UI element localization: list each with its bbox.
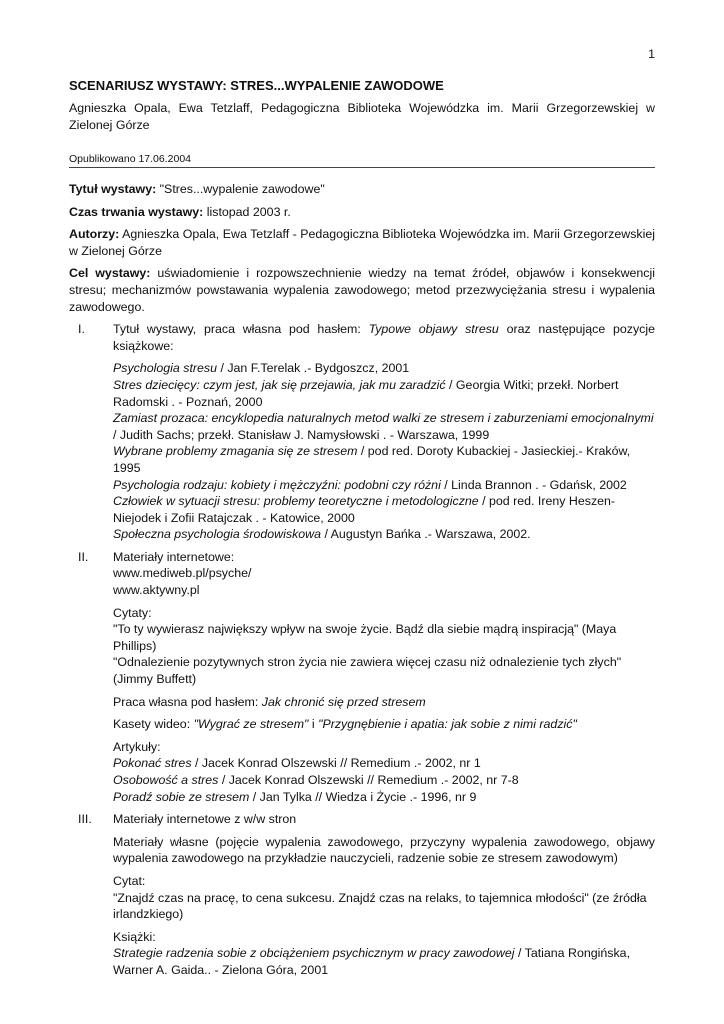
duration-label: Czas trwania wystawy: [69, 204, 204, 219]
book-item [113, 410, 655, 443]
quote-item: "Znajdź czas na pracę, to cena sukcesu. Znajdź czas na relaks, to tajemnica młodości" (ze źródła irlandzkiego) [113, 890, 647, 922]
document-page [69, 0, 655, 1024]
authors-value: Agnieszka Opala, Ewa Tetzlaff - Pedagogiczna Biblioteka Wojewódzka im. Marii Grzegorzewskiej w Zielonej Górze [69, 227, 655, 258]
goal-label: Cel wystawy: [69, 266, 151, 281]
books-label: Książki: [113, 929, 156, 944]
own-work-title: Jak chronić się przed stresem [261, 694, 426, 709]
book-title: Zamiast prozaca: encyklopedia naturalnych metod walki ze stresem i zaburzeniami emocjonalnymi [113, 411, 654, 426]
goal-line [69, 265, 655, 315]
book-title: Psychologia stresu [113, 361, 217, 376]
section-1-numeral: I. [78, 322, 85, 337]
section-2 [69, 549, 655, 805]
articles-block [113, 739, 655, 805]
authors-label: Autorzy: [69, 227, 120, 242]
book-details: / Tatiana Rongińska, Warner A. Gaida.. - Zielona Góra, 2001 [113, 946, 631, 977]
internet-link: www.aktywny.pl [113, 583, 200, 598]
book-details: / pod red. Doroty Kubackiej - Jasieckiej.- Kraków, 1995 [113, 444, 631, 475]
book-title: Psychologia rodzaju: kobiety i mężczyźni: podobni czy różni [113, 477, 441, 492]
goal-value: uświadomienie i rozpowszechnienie wiedzy na temat źródeł, objawów i konsekwencji stresu; mechanizmów powstawania wypalenia zawodowego; metod przezwyciężania stresu i wypalenia zawodowego. [69, 266, 655, 314]
book-details: / Georgia Witki; przekł. Norbert Radomski . - Poznań, 2000 [113, 377, 619, 409]
book-title: Wybrane problemy zmagania się ze stresem [113, 444, 358, 459]
video-title: "Przygnębienie i apatia: jak sobie z nimi radzić" [318, 717, 577, 732]
book-details: / pod red. Ireny Heszen-Niejodek i Zofii Ratajczak . - Katowice, 2000 [113, 494, 616, 525]
exhibition-title-line [69, 181, 655, 198]
document-authors: Agnieszka Opala, Ewa Tetzlaff, Pedagogiczna Biblioteka Wojewódzka im. Marii Grzegorzewskiej w Zielonej Górze [69, 101, 655, 132]
document-title: SCENARIUSZ WYSTAWY: STRES...WYPALENIE ZAWODOWE [69, 78, 444, 93]
header-divider [69, 167, 655, 168]
section-2-numeral: II. [78, 549, 89, 564]
section-1-book-list [113, 360, 655, 543]
section-3-heading: Materiały internetowe z w/w stron [113, 812, 297, 827]
section-1 [69, 321, 655, 543]
book-item [113, 477, 655, 494]
book-details: / Augustyn Bańka .- Warszawa, 2002. [321, 527, 531, 542]
internet-materials [113, 549, 655, 599]
document-body [69, 181, 655, 985]
article-title: Pokonać stres [113, 756, 192, 771]
duration-line [69, 204, 655, 221]
authors-line [69, 226, 655, 259]
internet-materials-label: Materiały internetowe: [113, 549, 235, 564]
book-title: Strategie radzenia sobie z obciążeniem psychicznym w pracy zawodowej [113, 946, 515, 961]
article-item [113, 755, 655, 772]
articles-label: Artykuły: [113, 739, 161, 754]
video-line [113, 716, 655, 733]
video-joiner: i [308, 717, 319, 732]
book-item [113, 945, 655, 978]
section-1-intro-title: Typowe objawy stresu [368, 322, 499, 337]
own-work-label: Praca własna pod hasłem: [113, 694, 262, 709]
article-details: / Jacek Konrad Olszewski // Remedium .- 2002, nr 1 [191, 756, 481, 771]
section-3-quote-block [113, 873, 655, 923]
internet-link: www.mediweb.pl/psyche/ [113, 566, 252, 581]
book-item [113, 377, 655, 410]
book-title: Człowiek w sytuacji stresu: problemy teoretyczne i metodologiczne [113, 494, 479, 509]
article-title: Poradź sobie ze stresem [113, 789, 250, 804]
section-3-numeral: III. [78, 812, 92, 827]
video-label: Kasety wideo: [113, 717, 194, 732]
book-item [113, 443, 655, 476]
section-3-books-block [113, 929, 655, 979]
book-title: Społeczna psychologia środowiskowa [113, 527, 322, 542]
page-number: 1 [648, 47, 655, 61]
article-item [113, 772, 655, 789]
exhibition-title-value: "Stres...wypalenie zawodowe" [156, 182, 325, 196]
book-item [113, 493, 655, 526]
quotes-label: Cytaty: [113, 605, 152, 620]
book-details: / Judith Sachs; przekł. Stanisław J. Namysłowski . - Warszawa, 1999 [113, 427, 490, 442]
book-details: / Jan F.Terelak .- Bydgoszcz, 2001 [217, 361, 410, 376]
publication-date: Opublikowano 17.06.2004 [69, 153, 192, 165]
section-1-intro-tail: oraz następujące pozycje książkowe: [113, 322, 655, 353]
section-3 [69, 811, 655, 978]
article-details: / Jan Tylka // Wiedza i Życie .- 1996, nr 9 [249, 789, 477, 804]
book-item [113, 526, 655, 543]
own-work-line [113, 694, 655, 711]
duration-value: listopad 2003 r. [203, 204, 291, 219]
quote-item: "Odnalezienie pozytywnych stron życia nie zawiera więcej czasu niż odnalezienie tych złych" (Jimmy Buffett) [113, 655, 622, 687]
quote-item: "To ty wywierasz największy wpływ na swoje życie. Bądź dla siebie mądrą inspiracją" (Maya Phillips) [113, 622, 617, 653]
book-item [113, 360, 655, 377]
video-title: "Wygrać ze stresem" [193, 717, 309, 732]
section-1-intro-text: Tytuł wystawy, praca własna pod hasłem: [113, 322, 369, 337]
article-item [113, 789, 655, 806]
quotes-block [113, 605, 655, 688]
exhibition-title-label: Tytuł wystawy: [69, 182, 157, 196]
book-details: / Linda Brannon . - Gdańsk, 2002 [440, 477, 627, 492]
own-materials: Materiały własne (pojęcie wypalenia zawodowego, przyczyny wypalenia zawodowego, objawy wypalenia zawodowego na przykładzie nauczycieli, radzenie sobie ze stresem zawodowym) [113, 834, 655, 866]
book-title: Stres dziecięcy: czym jest, jak się przejawia, jak mu zaradzić [113, 377, 446, 392]
quote-label: Cytat: [113, 873, 146, 888]
article-title: Osobowość a stres [113, 773, 219, 787]
section-1-intro [113, 321, 655, 354]
article-details: / Jacek Konrad Olszewski // Remedium .- 2002, nr 7-8 [218, 773, 519, 787]
